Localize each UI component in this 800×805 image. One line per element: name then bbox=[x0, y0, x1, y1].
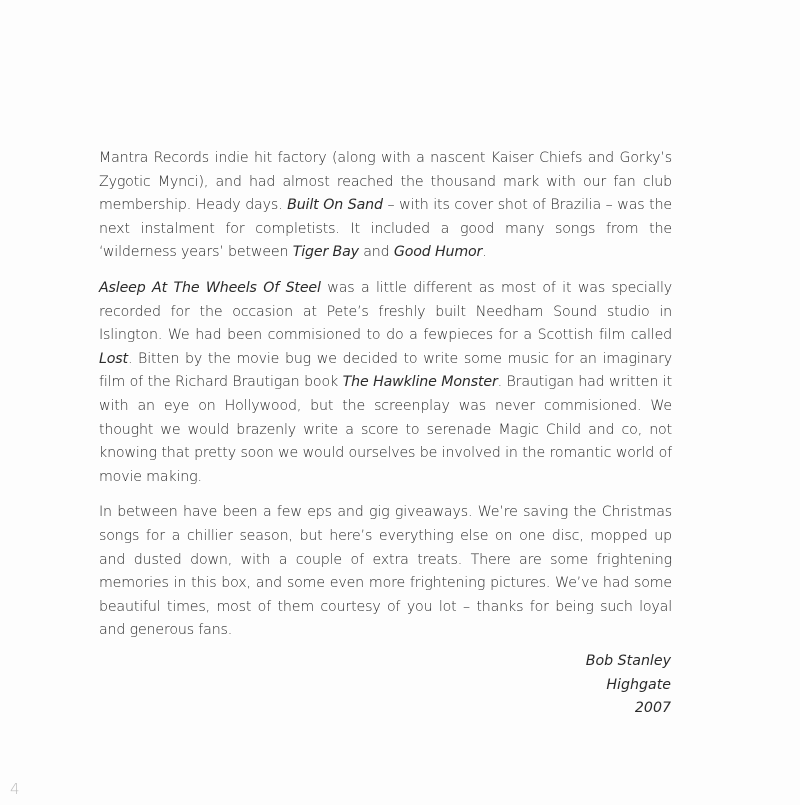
signature-name: Bob Stanley bbox=[585, 653, 671, 669]
page-number: 4 bbox=[10, 780, 20, 798]
italic-title: Asleep At The Wheels Of Steel bbox=[99, 279, 321, 296]
text-segment: . bbox=[482, 244, 487, 261]
italic-title: Lost bbox=[99, 350, 128, 367]
text-segment: Mantra Records indie hit factory (along with a nascent Kaiser Chiefs and Gorky’s Zygotic Mynci), and had almost reached the thousand mark with our fan club membership. Heady days. bbox=[99, 150, 672, 214]
signature-place: Highgate bbox=[606, 676, 671, 693]
paragraph bbox=[99, 277, 672, 489]
italic-title: The Hawkline Monster bbox=[342, 374, 498, 391]
italic-title: Good Humor bbox=[393, 244, 483, 261]
text-segment: In between have been a few eps and gig giveaways. We’re saving the Christmas songs for a chillier season, but here’s everything else on one disc, mopped up and dusted down, with a couple of extra treats. There are some frightening memories in this box, and some even more frightening pictures. We’ve had some beautiful times, most of them courtesy of you lot – thanks for being such loyal and generous fans. bbox=[99, 504, 672, 639]
text-segment: was a little different as most of it was specially recorded for the occasion at Pete’s freshly built Needham Sound studio in Islington. We had been commisioned to do a fewpieces for a Scottish film called bbox=[99, 279, 673, 344]
paragraph bbox=[99, 501, 672, 643]
text-segment: and bbox=[358, 244, 394, 261]
text-segment: . Bitten by the movie bug we decided to write some music for an imaginary film of the Richard Brautigan book bbox=[99, 350, 672, 391]
text-segment: . Brautigan had written it with an eye on Hollywood, but the screenplay was never commisioned. We thought we would brazenly write a score to serenade Magic Child and co, not knowing that pretty soon we would ourselves be involved in the romantic world of movie making. bbox=[99, 374, 672, 485]
italic-title: Tiger Bay bbox=[292, 244, 359, 261]
signature-block bbox=[586, 650, 671, 721]
italic-title: Built On Sand bbox=[287, 197, 383, 214]
paragraph bbox=[99, 147, 672, 265]
text-segment: – with its cover shot of Brazilia – was the next instalment for completists. It included a good many songs from the ‘wilderness years’ between bbox=[99, 197, 672, 261]
body-text bbox=[99, 147, 672, 655]
signature-year: 2007 bbox=[634, 700, 671, 717]
